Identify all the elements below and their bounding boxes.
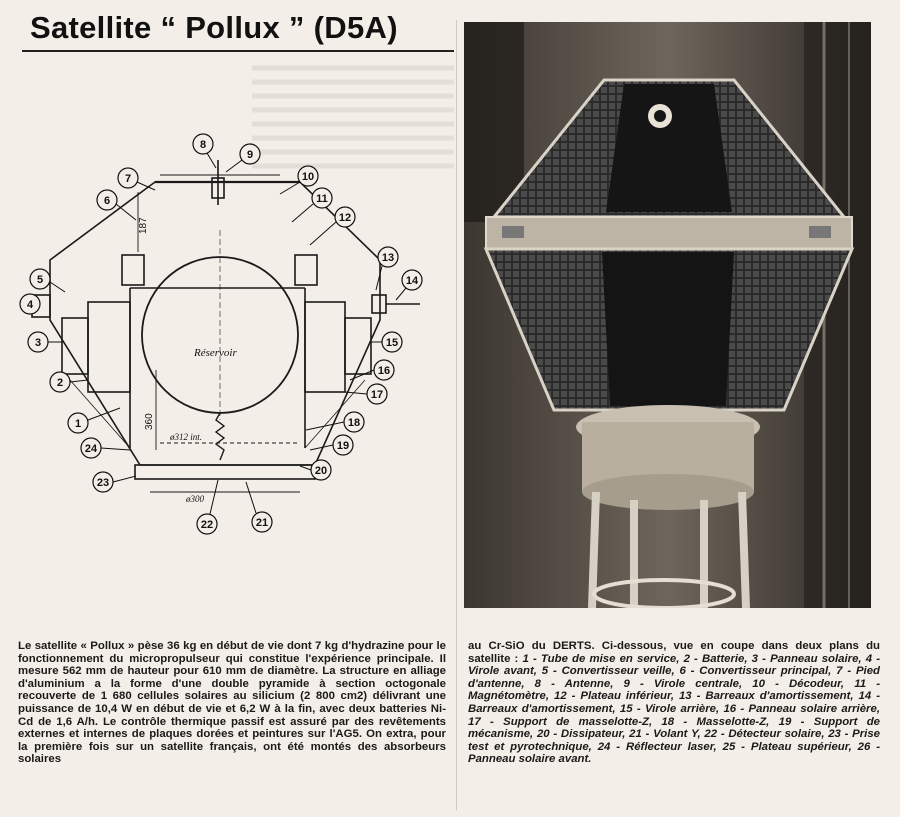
svg-text:3: 3 — [34, 337, 42, 349]
svg-text:15: 15 — [385, 337, 399, 349]
callout-15 — [371, 332, 402, 352]
svg-text:4: 4 — [26, 299, 34, 311]
callout-20 — [300, 460, 331, 480]
svg-text:24: 24 — [84, 443, 98, 455]
dim-base-label: ø300 — [186, 494, 204, 504]
page-title: Satellite “ Pollux ” (D5A) — [30, 10, 398, 45]
callout-8 — [193, 134, 216, 168]
dim-side-label: 360 — [144, 413, 155, 430]
title-rule — [22, 50, 454, 52]
caption-right — [468, 640, 880, 766]
svg-text:1: 1 — [74, 418, 82, 430]
svg-text:5: 5 — [36, 274, 44, 286]
callout-17 — [345, 384, 387, 404]
caption-right-intro: au Cr-SiO du DERTS. Ci-dessous, vue en coupe dans deux plans du satellite : — [468, 640, 880, 665]
callout-6 — [97, 190, 136, 220]
svg-text:7: 7 — [124, 173, 132, 185]
callout-9 — [226, 144, 260, 172]
dim-tank-label: ø312 int. — [170, 432, 203, 442]
satellite-photo — [464, 22, 871, 608]
svg-text:18: 18 — [347, 417, 361, 429]
callout-3 — [28, 332, 62, 352]
caption-left: Le satellite « Pollux » pèse 36 kg en début de vie dont 7 kg d'hydrazine pour le fonctionnement du micropropulseur qui constitue l'expérience principale. Il mesure 562 mm de hauteur pour 610 mm de diamètre. La structure en alliage d'aluminium a la forme d'une double pyramide à section octogonale recouverte de 1 680 cellules solaires au silicium (2 800 cm2) délivrant une puissance de 10,4 W en début de vie et 6,2 W à la fin, avec deux batteries Ni-Cd de 1,6 A/h. Le contrôle thermique passif est assuré par des revêtements externes et internes de plaques dorées et peintures sur l'AG5. On extra, pour la première fois sur un satellite français, ont été montés des absorbeurs solaires — [18, 640, 446, 766]
svg-text:21: 21 — [255, 517, 269, 529]
callout-4 — [20, 294, 40, 314]
svg-text:11: 11 — [316, 193, 328, 205]
satellite-outline — [50, 182, 380, 465]
callout-24 — [81, 438, 130, 458]
callout-5 — [30, 269, 65, 292]
svg-text:16: 16 — [377, 365, 391, 377]
cross-section-diagram — [10, 130, 450, 550]
svg-text:13: 13 — [381, 252, 395, 264]
svg-text:6: 6 — [103, 195, 111, 207]
svg-text:8: 8 — [199, 139, 207, 151]
satellite-photo-art — [464, 22, 871, 608]
callout-14 — [396, 270, 422, 300]
callout-21 — [246, 482, 272, 532]
svg-text:9: 9 — [246, 149, 254, 161]
dim-top-label: 187 — [138, 217, 149, 234]
callout-10 — [280, 166, 318, 194]
svg-text:19: 19 — [336, 440, 350, 452]
central-ring — [486, 217, 852, 249]
callout-19 — [310, 435, 353, 455]
column-divider — [456, 20, 457, 810]
svg-text:20: 20 — [314, 465, 328, 477]
tank-label: Réservoir — [194, 347, 237, 359]
base-plate — [135, 465, 315, 479]
callout-2 — [50, 372, 88, 392]
callout-23 — [93, 472, 136, 492]
svg-text:17: 17 — [370, 389, 384, 401]
svg-text:23: 23 — [96, 477, 110, 489]
caption-right-items: 1 - Tube de mise en service, 2 - Batterie, 3 - Panneau solaire, 4 - Virole avant, 5 - Convertisseur veille, 6 - Convertisseur principal, 7 - Pied d'antenne, 8 - Antenne, 9 - Virole centrale, 10 - Décodeur, 11 - Magnétomètre, 12 - Plateau inférieur, 13 - Barreaux d'amortissement, 14 - Barreaux d'amortissement, 15 - Virole arrière, 16 - Panneau solaire arrière, 17 - Support de masselotte-Z, 18 - Masselotte-Z, 19 - Support de mécanisme, 20 - Dissipateur, 21 - Volant Y, 22 - Détecteur solaire, 23 - Prise test et pyrotechnique, 24 - Réflecteur laser, 25 - Plateau supérieur, 26 - Panneau solaire avant. — [468, 652, 880, 766]
svg-text:12: 12 — [338, 212, 352, 224]
svg-text:22: 22 — [200, 519, 214, 531]
callout-22 — [197, 480, 218, 534]
callout-16 — [350, 360, 394, 380]
callouts — [20, 134, 422, 534]
svg-text:10: 10 — [301, 171, 315, 183]
svg-text:14: 14 — [405, 275, 419, 287]
svg-text:2: 2 — [56, 377, 64, 389]
